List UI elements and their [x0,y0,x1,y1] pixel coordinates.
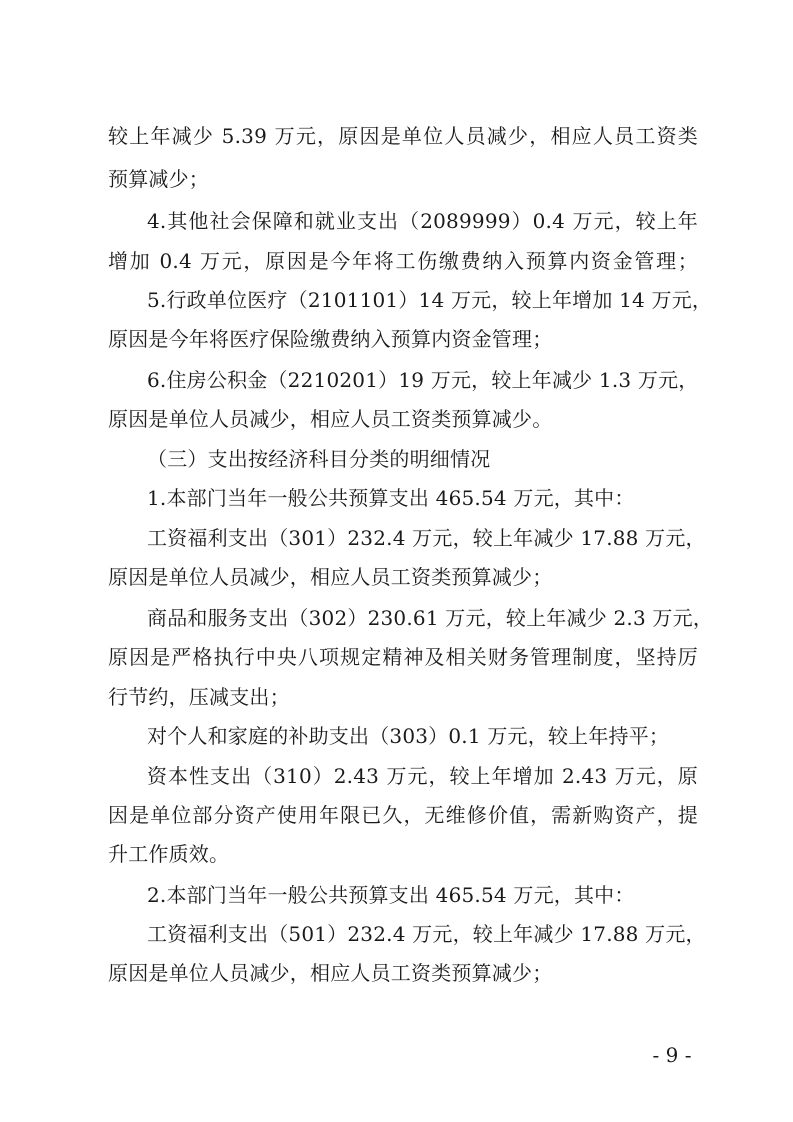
text-line: 5.行政单位医疗（2101101）14 万元，较上年增加 14 万元， [147,288,713,312]
text-line: 对个人和家庭的补助支出（303）0.1 万元，较上年持平； [147,724,670,748]
text-line: 资本性支出（310）2.43 万元，较上年增加 2.43 万元，原 [147,764,698,788]
text-line: 升工作质效。 [108,842,230,866]
text-line: 4.其他社会保障和就业支出（2089999）0.4 万元，较上年 [147,209,698,233]
text-line: 原因是单位人员减少，相应人员工资类预算减少。 [108,407,553,431]
text-line: 工资福利支出（501）232.4 万元，较上年减少 17.88 万元， [147,922,706,946]
text-line: 行节约，压减支出； [108,685,290,709]
text-line: 工资福利支出（301）232.4 万元，较上年减少 17.88 万元， [147,526,706,550]
text-line: 预算减少； [108,167,209,191]
text-line: 原因是今年将医疗保险缴费纳入预算内资金管理； [108,327,553,351]
page-number: - 9 - [652,1043,692,1067]
text-line: 1.本部门当年一般公共预算支出 465.54 万元，其中： [147,486,635,510]
text-line: 6.住房公积金（2210201）19 万元，较上年减少 1.3 万元， [147,368,699,392]
text-line: 2.本部门当年一般公共预算支出 465.54 万元，其中： [147,883,635,907]
text-line: 原因是严格执行中央八项规定精神及相关财务管理制度，坚持厉 [108,645,698,669]
text-line: 原因是单位人员减少，相应人员工资类预算减少； [108,565,553,589]
section-heading: （三）支出按经济科目分类的明细情况 [147,447,491,471]
text-line: 原因是单位人员减少，相应人员工资类预算减少； [108,961,553,985]
text-line: 商品和服务支出（302）230.61 万元，较上年减少 2.3 万元， [147,606,714,630]
text-line: 较上年减少 5.39 万元，原因是单位人员减少，相应人员工资类 [108,124,698,148]
text-line: 增加 0.4 万元，原因是今年将工伤缴费纳入预算内资金管理； [108,249,698,273]
text-line: 因是单位部分资产使用年限已久，无维修价值，需新购资产，提 [108,803,698,827]
